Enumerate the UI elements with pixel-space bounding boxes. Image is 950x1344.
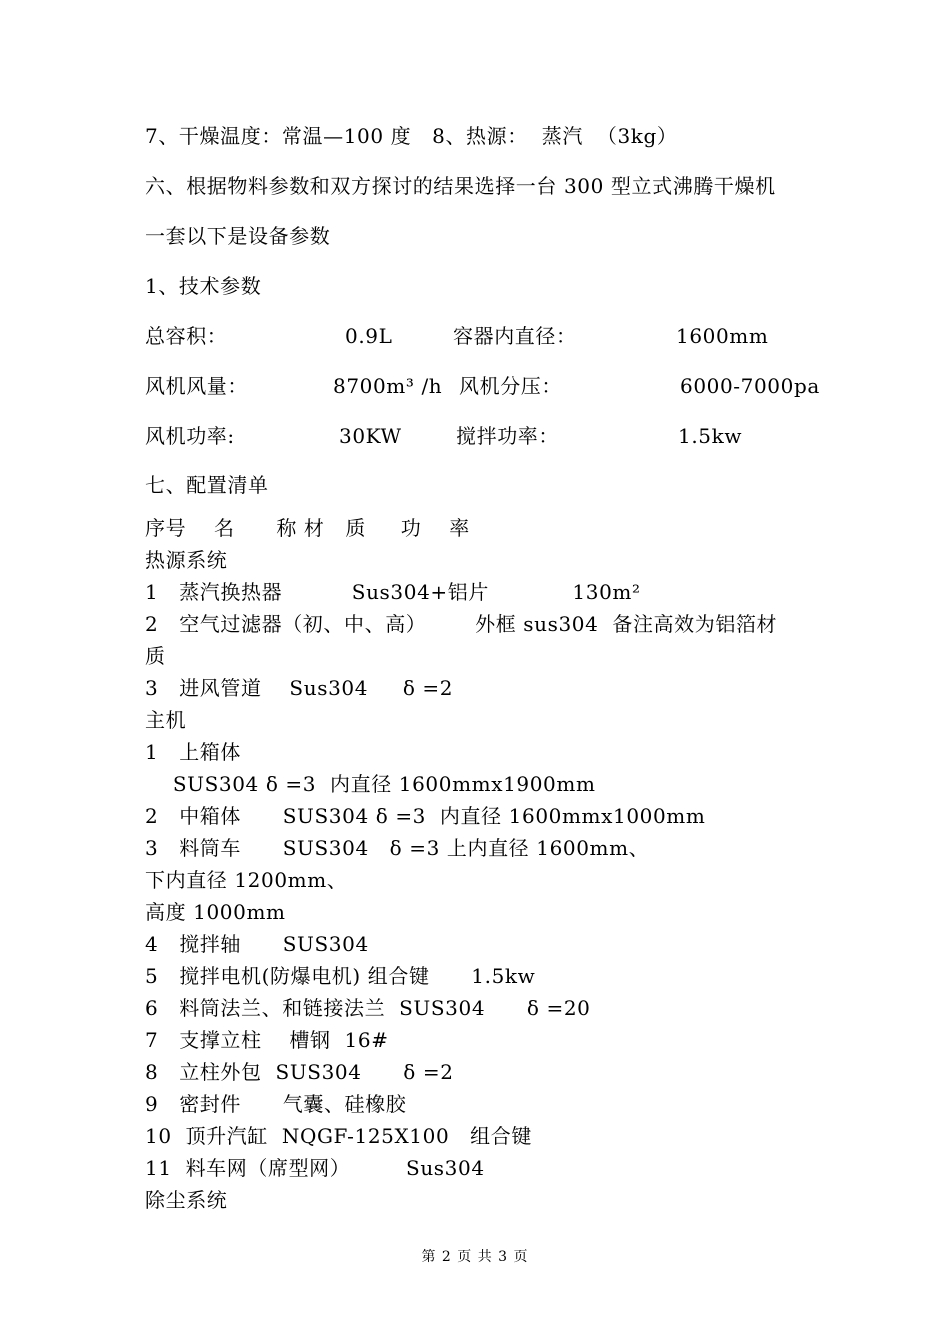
config-list-heading: 七、配置清单	[145, 473, 269, 497]
section-heat-source: 热源系统	[145, 548, 228, 572]
list-item: 7 支撑立柱 槽钢 16#	[145, 1028, 389, 1052]
param-value: 30KW	[339, 424, 402, 448]
list-item: 6 料筒法兰、和链接法兰 SUS304 δ =20	[145, 996, 591, 1020]
list-item: 1 上箱体	[145, 740, 241, 764]
param-label: 风机分压：	[459, 374, 562, 398]
list-item-cont: 质	[145, 644, 166, 668]
param-label: 搅拌功率：	[456, 424, 559, 448]
param-value: 8700m³ /h	[333, 374, 443, 398]
section-main-unit: 主机	[145, 708, 187, 732]
list-item: 1 蒸汽换热器 Sus304+铝片 130m²	[145, 580, 641, 604]
dry-temperature-line: 7、干燥温度：常温—100 度 8、热源： 蒸汽 （3kg）	[145, 124, 678, 148]
selection-line-cont: 一套以下是设备参数	[145, 224, 331, 248]
list-item: 2 空气过滤器（初、中、高） 外框 sus304 备注高效为铝箔材	[145, 612, 778, 636]
param-value: 1.5kw	[678, 424, 743, 448]
page-number-footer: 第 2 页 共 3 页	[421, 1249, 529, 1265]
list-item: 5 搅拌电机(防爆电机) 组合键 1.5kw	[145, 964, 536, 988]
list-item: 9 密封件 气囊、硅橡胶	[145, 1092, 407, 1116]
tech-params-heading: 1、技术参数	[145, 274, 262, 298]
list-item: 3 料筒车 SUS304 δ =3 上内直径 1600mm、	[145, 836, 650, 860]
param-label: 风机功率:	[145, 424, 235, 448]
selection-line: 六、根据物料参数和双方探讨的结果选择一台 300 型立式沸腾干燥机	[145, 174, 776, 198]
list-item: 3 进风管道 Sus304 δ =2	[145, 676, 454, 700]
param-label: 风机风量：	[145, 374, 248, 398]
param-label: 容器内直径：	[453, 324, 577, 348]
list-item: 8 立柱外包 SUS304 δ =2	[145, 1060, 454, 1084]
list-item: 10 顶升汽缸 NQGF-125X100 组合键	[145, 1124, 532, 1148]
list-item: 4 搅拌轴 SUS304	[145, 932, 369, 956]
param-value: 0.9L	[345, 324, 393, 348]
list-item-cont: 高度 1000mm	[145, 900, 286, 924]
param-value: 6000-7000pa	[680, 374, 820, 398]
section-dust-removal: 除尘系统	[145, 1188, 228, 1212]
list-item: 11 料车网（席型网） Sus304	[145, 1156, 485, 1180]
list-item-cont: 下内直径 1200mm、	[145, 868, 348, 892]
list-item-cont: SUS304 δ =3 内直径 1600mmx1900mm	[145, 772, 596, 796]
param-value: 1600mm	[676, 324, 769, 348]
list-header: 序号 名 称 材 质 功 率	[145, 516, 470, 540]
list-item: 2 中箱体 SUS304 δ =3 内直径 1600mmx1000mm	[145, 804, 706, 828]
param-label: 总容积：	[145, 324, 228, 348]
